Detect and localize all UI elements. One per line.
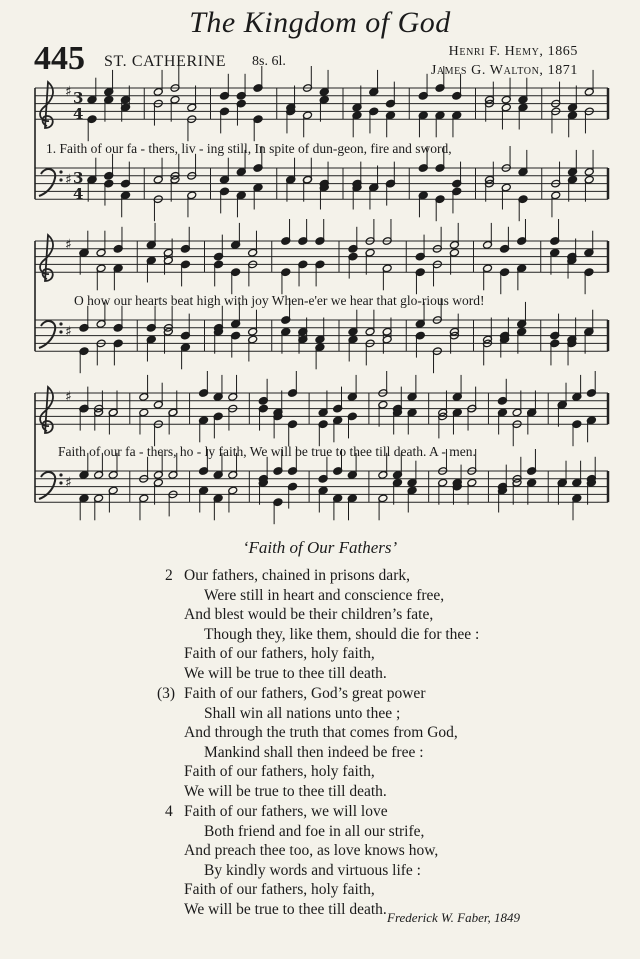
treble-clef-icon bbox=[40, 235, 53, 281]
treble-clef-icon bbox=[40, 387, 53, 433]
time-signature-top: 3 bbox=[73, 89, 84, 107]
stanza-line: Faith of our fathers, holy faith, bbox=[184, 763, 375, 781]
bass-clef-dot bbox=[59, 473, 62, 476]
stanza-line: We will be true to thee till death. bbox=[184, 783, 387, 800]
stanza-line: And blest would be their children’s fate, bbox=[184, 606, 434, 624]
page-title: The Kingdom of God bbox=[189, 6, 451, 39]
sharp-icon: ♯ bbox=[65, 172, 72, 188]
stanza-line: Though they, like them, should die for thee : bbox=[204, 625, 480, 643]
sharp-icon: ♯ bbox=[65, 84, 72, 100]
stanza-line: Faith of our fathers, we will love bbox=[184, 803, 388, 820]
author-credit: Frederick W. Faber, 1849 bbox=[387, 910, 520, 925]
sharp-icon: ♯ bbox=[65, 237, 72, 253]
stanza-line: By kindly words and virtuous life : bbox=[204, 861, 421, 879]
bass-clef-icon bbox=[39, 169, 55, 196]
meter: 8s. 6l. bbox=[252, 54, 286, 69]
stanza-line: Faith of our fathers, holy faith, bbox=[184, 881, 375, 899]
stanza-line: Mankind shall then indeed be free : bbox=[204, 743, 424, 761]
time-signature-bottom: 4 bbox=[73, 105, 84, 123]
lyric-line-3: Faith of our fa - thers, ho - ly faith, We will be true to thee till death. A - men. bbox=[58, 444, 476, 459]
stanza-line: And preach thee too, as love knows how, bbox=[184, 842, 439, 860]
bass-clef-dot bbox=[59, 178, 62, 181]
stanza-number: 2 bbox=[165, 567, 173, 584]
stanza-line: Our fathers, chained in prisons dark, bbox=[184, 567, 410, 584]
lyric-line-1: 1. Faith of our fa - thers, liv - ing still, In spite of dun-geon, fire and sword, bbox=[46, 141, 452, 156]
poem-title: ‘Faith of Our Fathers’ bbox=[242, 538, 398, 557]
stanza-line: We will be true to thee till death. bbox=[184, 665, 387, 682]
time-signature-bottom: 4 bbox=[73, 185, 84, 203]
bass-clef-dot bbox=[59, 170, 62, 173]
sharp-icon: ♯ bbox=[65, 475, 72, 491]
bass-clef-dot bbox=[59, 330, 62, 333]
stanza-line: Both friend and foe in all our strife, bbox=[204, 822, 425, 840]
lyric-line-2: O how our hearts beat high with joy When-e'er we hear that glo-rious word! bbox=[74, 293, 485, 308]
hymn-number: 445 bbox=[34, 40, 85, 77]
bass-clef-icon bbox=[39, 321, 55, 348]
stanza-line: Faith of our fathers, holy faith, bbox=[184, 645, 375, 663]
stanza-line: Shall win all nations unto thee ; bbox=[204, 704, 401, 722]
tune-name: ST. CATHERINE bbox=[104, 53, 227, 70]
time-signature-top: 3 bbox=[73, 169, 84, 187]
arranger-credit: James G. Walton, 1871 bbox=[430, 63, 578, 78]
stanza-number: 4 bbox=[165, 803, 173, 820]
bass-clef-icon bbox=[39, 472, 55, 499]
bass-clef-dot bbox=[59, 481, 62, 484]
stanza-line: And through the truth that comes from God, bbox=[184, 724, 458, 742]
stanza-line: Were still in heart and conscience free, bbox=[204, 586, 445, 604]
treble-clef-icon bbox=[40, 82, 53, 128]
sharp-icon: ♯ bbox=[65, 324, 72, 340]
stanza-line: We will be true to thee till death. bbox=[184, 901, 387, 918]
composer-credit: Henri F. Hemy, 1865 bbox=[448, 44, 578, 59]
stanza-line: Faith of our fathers, God’s great power bbox=[184, 685, 426, 702]
sharp-icon: ♯ bbox=[65, 389, 72, 405]
stanza-number: (3) bbox=[157, 685, 176, 702]
bass-clef-dot bbox=[59, 322, 62, 325]
